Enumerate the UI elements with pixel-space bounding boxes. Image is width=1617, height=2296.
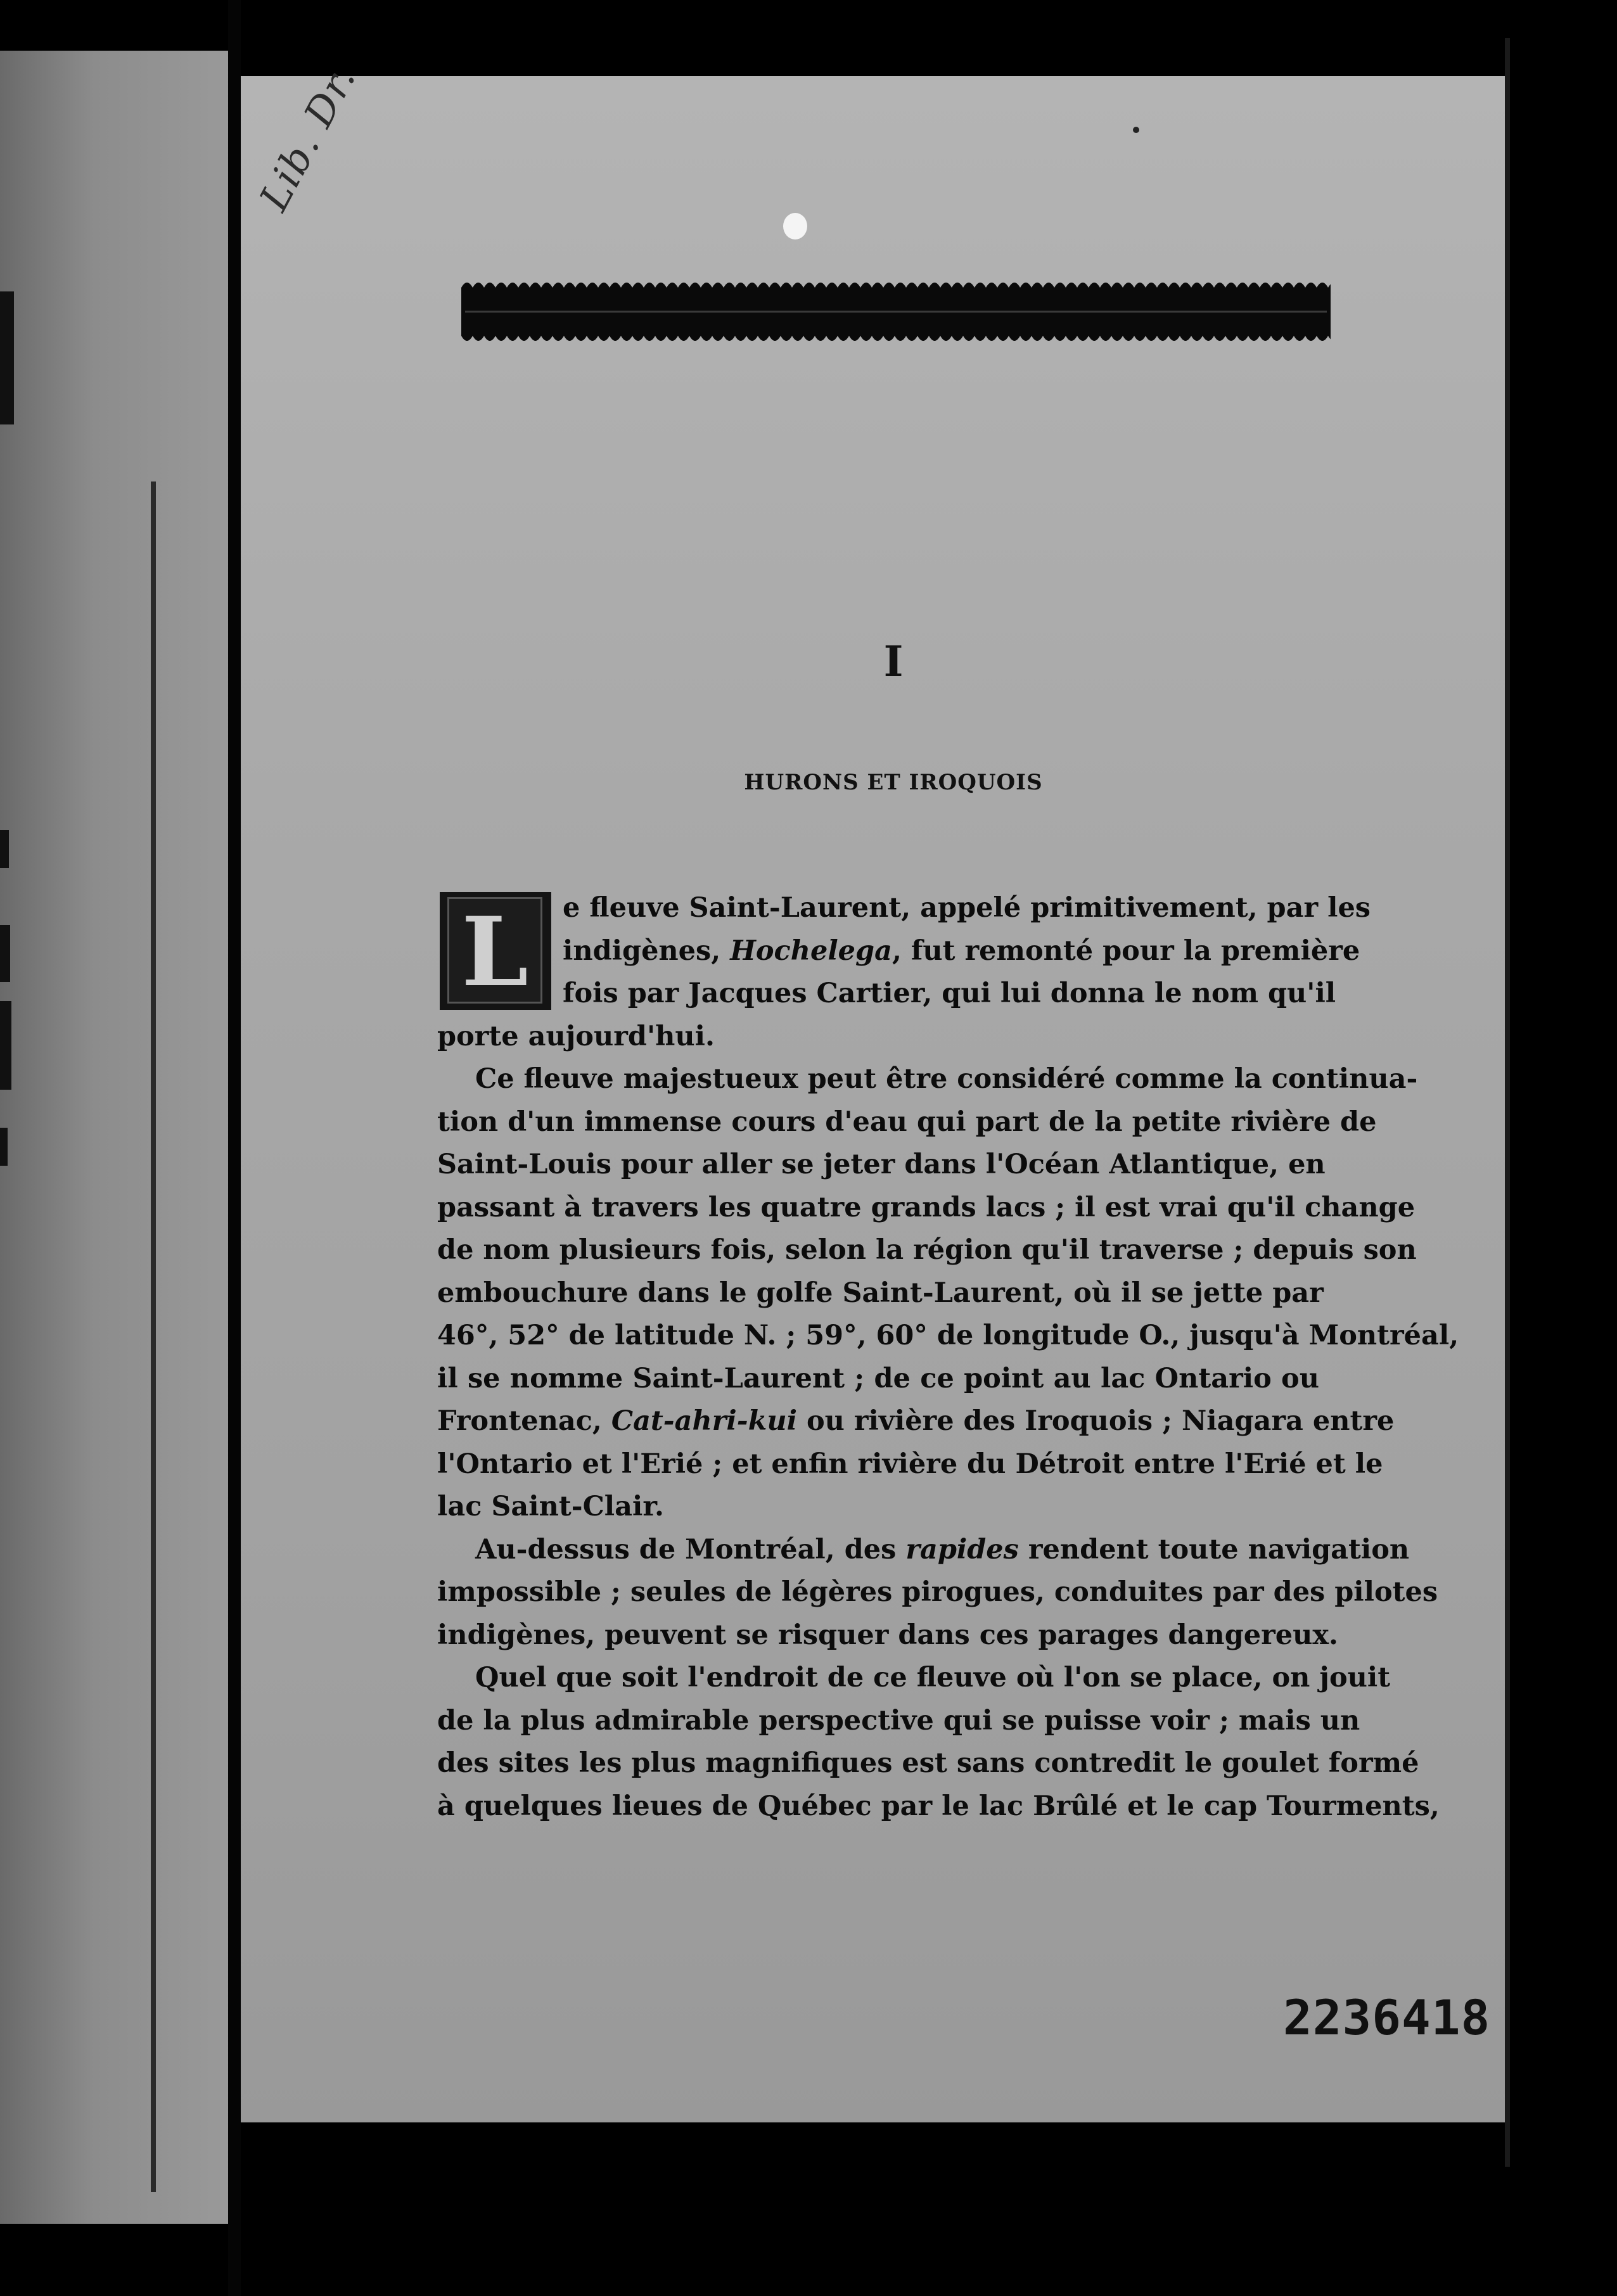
text-line: des sites les plus magnifiques est sans contredit le goulet formé (437, 1747, 1419, 1779)
text-fragment: indigènes, (563, 934, 731, 967)
catalog-stamp-number: 2236418 (1283, 1989, 1491, 2046)
italic-term: Hochelega (730, 934, 892, 967)
drop-cap-letter: L (461, 896, 528, 1008)
dust-speck (1133, 127, 1139, 133)
text-line: impossible ; seules de légères pirogues, conduites par des pilotes (437, 1576, 1438, 1608)
text-line: de nom plusieurs fois, selon la région qu'il traverse ; depuis son (437, 1234, 1417, 1266)
text-line: fois par Jacques Cartier, qui lui donna le nom qu'il (563, 978, 1336, 1009)
text-line: lac Saint-Clair. (437, 1491, 665, 1522)
page-edge-mark (0, 925, 10, 982)
page-fold-line (151, 482, 156, 2192)
chapter-title: HURONS ET IROQUOIS (744, 770, 1043, 795)
dust-speck (783, 213, 807, 239)
text-line (437, 1529, 1410, 1572)
chapter-number: I (883, 637, 904, 686)
text-line: Saint-Louis pour aller se jeter dans l'Océan Atlantique, en (437, 1149, 1326, 1180)
text-line: 46°, 52° de latitude N. ; 59°, 60° de longitude O., jusqu'à Montréal, (437, 1320, 1459, 1351)
text-line (437, 1400, 1395, 1443)
text-line: Ce fleuve majestueux peut être considéré comme la continua- (475, 1063, 1418, 1095)
text-fragment: ou rivière des Iroquois ; Niagara entre (797, 1405, 1395, 1437)
text-line: il se nomme Saint-Laurent ; de ce point au lac Ontario ou (437, 1362, 1319, 1394)
ornamental-band (461, 274, 1331, 350)
handwritten-annotation: Lib. Dr. (250, 57, 366, 219)
text-line: à quelques lieues de Québec par le lac Brûlé et le cap Tourments, (437, 1790, 1440, 1822)
text-line: indigènes, peuvent se risquer dans ces parages dangereux. (437, 1619, 1339, 1651)
italic-term: rapides (905, 1533, 1019, 1566)
text-fragment: , fut remonté pour la première (892, 934, 1360, 967)
body-text (437, 887, 1459, 1828)
text-fragment: Frontenac, (437, 1405, 611, 1437)
text-line: e fleuve Saint-Laurent, appelé primitivement, par les (563, 892, 1371, 924)
text-line: de la plus admirable perspective qui se puisse voir ; mais un (437, 1704, 1360, 1737)
text-line: Quel que soit l'endroit de ce fleuve où l'on se place, on jouit (475, 1662, 1391, 1693)
page-edge-mark (0, 830, 9, 868)
text-fragment: rendent toute navigation (1018, 1533, 1410, 1566)
gutter (228, 0, 241, 2296)
text-fragment: Au-dessus de Montréal, des (475, 1533, 906, 1566)
ornament-graphic (461, 274, 1331, 350)
text-line: porte aujourd'hui. (437, 1020, 715, 1052)
text-line: passant à travers les quatre grands lacs ; il est vrai qu'il change (437, 1191, 1416, 1223)
text-line: embouchure dans le golfe Saint-Laurent, où il se jette par (437, 1277, 1324, 1309)
page-edge-mark (0, 291, 14, 424)
page-edge-mark (0, 1001, 11, 1090)
text-line (437, 930, 1360, 973)
left-facing-page (0, 51, 234, 2224)
page-edge-mark (0, 1128, 8, 1166)
page-edge (1505, 38, 1510, 2167)
text-line: tion d'un immense cours d'eau qui part de la petite rivière de (437, 1106, 1377, 1138)
text-line: l'Ontario et l'Erié ; et enfin rivière du Détroit entre l'Erié et le (437, 1448, 1383, 1480)
italic-term: Cat-ahri-kui (611, 1405, 797, 1437)
